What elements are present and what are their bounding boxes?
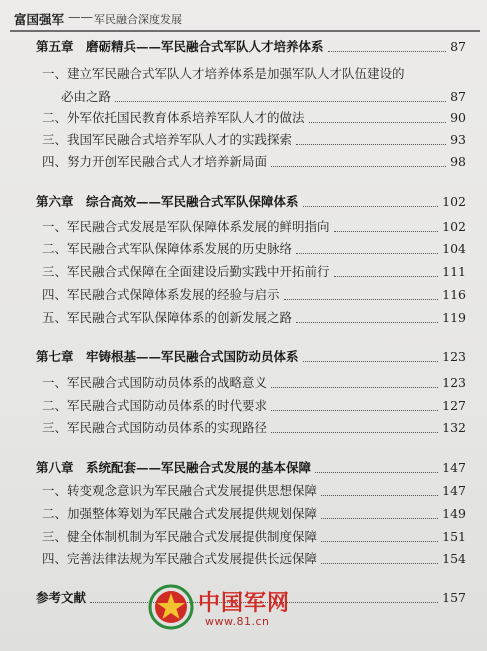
page-number: 102 <box>442 194 466 209</box>
section-title: 三、军民融合式国防动员体系的实现路径 <box>42 420 268 435</box>
toc-chapter-row <box>36 459 466 477</box>
toc-section-row <box>36 309 466 327</box>
page-number: 90 <box>450 110 466 125</box>
header-dash: —— <box>68 9 93 24</box>
watermark-url: www.81.cn <box>205 615 270 628</box>
watermark-logo <box>148 584 308 640</box>
dot-leader <box>303 206 438 207</box>
page-number: 111 <box>442 264 466 279</box>
page-number: 93 <box>450 132 466 147</box>
section-title: 一、建立军民融合式军队人才培养体系是加强军队人才队伍建设的 <box>42 66 405 81</box>
toc-section-row <box>36 419 466 437</box>
toc-section-row <box>36 374 466 392</box>
section-title: 三、健全体制机制为军民融合式发展提供制度保障 <box>42 529 318 544</box>
page-number: 98 <box>450 154 466 169</box>
toc-section-row <box>36 528 466 546</box>
chapter-title: 第五章 磨砺精兵——军民融合式军队人才培养体系 <box>36 39 324 54</box>
page-number: 147 <box>442 483 466 498</box>
page-number: 157 <box>442 590 466 605</box>
dot-leader <box>271 410 438 411</box>
dot-leader <box>321 541 438 542</box>
dot-leader <box>321 518 438 519</box>
section-title: 一、军民融合式国防动员体系的战略意义 <box>42 375 268 390</box>
section-title: 必由之路 <box>61 89 112 104</box>
dot-leader <box>309 122 446 123</box>
toc-section-row <box>36 218 466 236</box>
section-title: 三、军民融合式保障在全面建设后勤实践中开拓前行 <box>42 264 330 279</box>
book-title: 富国强军 <box>14 12 65 27</box>
page-number: 102 <box>442 219 466 234</box>
section-title: 一、转变观念意识为军民融合式发展提供思想保障 <box>42 483 318 498</box>
page-number: 151 <box>442 529 466 544</box>
toc-section-row <box>36 263 466 281</box>
page-number: 123 <box>442 349 466 364</box>
dot-leader <box>334 276 438 277</box>
toc-chapter-row <box>36 38 466 56</box>
dot-leader <box>271 166 446 167</box>
toc-section-row <box>36 109 466 127</box>
section-title: 一、军民融合式发展是军队保障体系发展的鲜明指向 <box>42 219 330 234</box>
dot-leader <box>303 361 438 362</box>
section-title: 四、努力开创军民融合式人才培养新局面 <box>42 154 268 169</box>
dot-leader <box>321 563 438 564</box>
star-emblem-icon <box>148 584 194 630</box>
section-title: 四、完善法律法规为军民融合式发展提供长远保障 <box>42 551 318 566</box>
page-number: 87 <box>450 39 466 54</box>
page-number: 87 <box>450 89 466 104</box>
dot-leader <box>271 432 438 433</box>
dot-leader <box>315 472 438 473</box>
section-title: 四、军民融合式保障体系发展的经验与启示 <box>42 287 280 302</box>
page-number: 127 <box>442 398 466 413</box>
section-title: 二、军民融合式军队保障体系发展的历史脉络 <box>42 241 293 256</box>
page-number: 132 <box>442 420 466 435</box>
page-number: 154 <box>442 551 466 566</box>
watermark-text: 中国军网 <box>198 591 291 616</box>
toc-section-row <box>36 131 466 149</box>
toc-section-row <box>36 240 466 258</box>
page-number: 123 <box>442 375 466 390</box>
dot-leader <box>284 299 438 300</box>
section-title: 二、加强整体筹划为军民融合式发展提供规划保障 <box>42 506 318 521</box>
toc-section-row <box>36 550 466 568</box>
toc-section-row <box>36 65 466 83</box>
toc-section-row <box>36 286 466 304</box>
dot-leader <box>296 322 438 323</box>
page-number: 104 <box>442 241 466 256</box>
page-number: 119 <box>442 310 466 325</box>
chapter-title: 第七章 牢铸根基——军民融合式国防动员体系 <box>36 349 299 364</box>
section-title: 二、军民融合式国防动员体系的时代要求 <box>42 398 268 413</box>
chapter-title: 第八章 系统配套——军民融合式发展的基本保障 <box>36 460 312 475</box>
toc-section-row <box>36 88 466 106</box>
dot-leader <box>296 144 446 145</box>
section-title: 三、我国军民融合式培养军队人才的实践探索 <box>42 132 293 147</box>
dot-leader <box>328 51 446 52</box>
toc-section-row <box>36 482 466 500</box>
book-subtitle: 军民融合深度发展 <box>94 13 182 26</box>
toc-section-row <box>36 153 466 171</box>
dot-leader <box>271 387 438 388</box>
dot-leader <box>334 231 438 232</box>
chapter-title: 参考文献 <box>36 590 87 605</box>
toc-chapter-row <box>36 193 466 211</box>
page-number: 147 <box>442 460 466 475</box>
toc-section-row <box>36 505 466 523</box>
page-number: 116 <box>442 287 466 302</box>
section-title: 五、军民融合式军队保障体系的创新发展之路 <box>42 310 293 325</box>
chapter-title: 第六章 综合高效——军民融合式军队保障体系 <box>36 194 299 209</box>
toc-chapter-row <box>36 348 466 366</box>
dot-leader <box>321 495 438 496</box>
dot-leader <box>296 253 438 254</box>
dot-leader <box>115 101 446 102</box>
section-title: 二、外军依托国民教育体系培养军队人才的做法 <box>42 110 305 125</box>
page-number: 149 <box>442 506 466 521</box>
toc-section-row <box>36 397 466 415</box>
